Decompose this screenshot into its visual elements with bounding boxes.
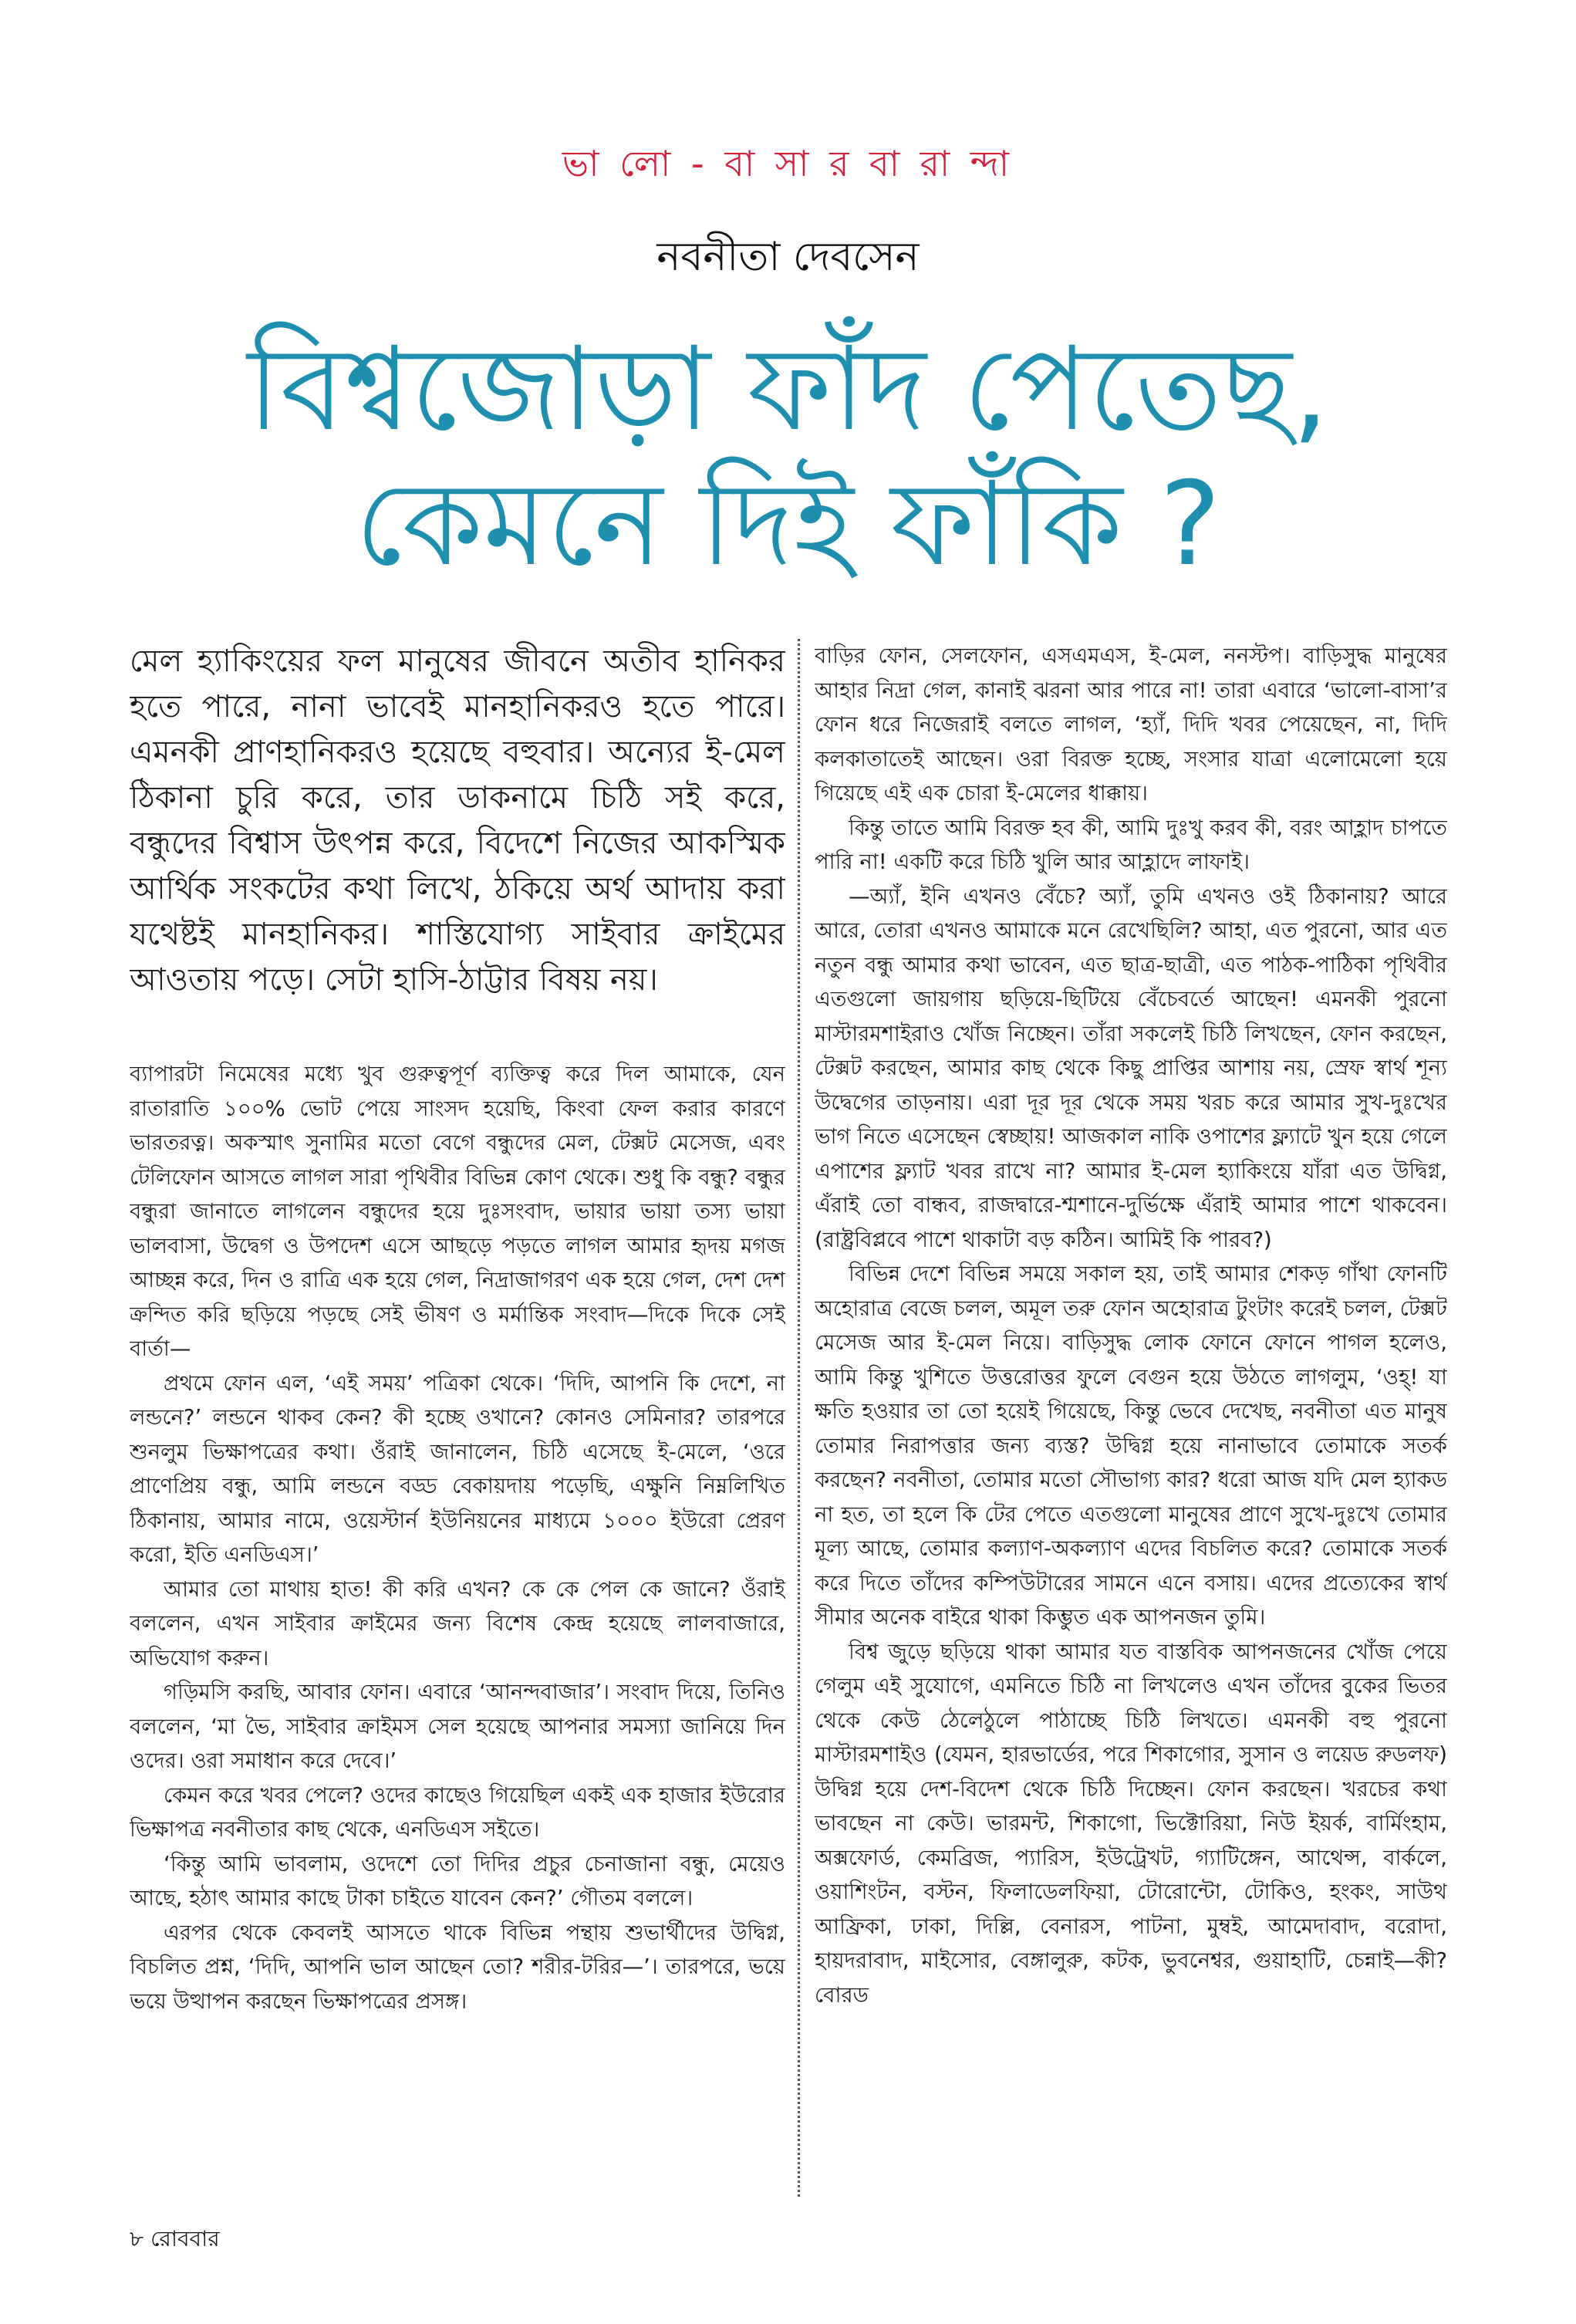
body-paragraph: ‘কিন্তু আমি ভাবলাম, ওদেশে তো দিদির প্রচুর চেনাজানা বন্ধু, মেয়েও আছে, হঠাৎ আমার কাছে টাকা চাইতে যাবেন কেন?’ গৌতম বললে। — [130, 1851, 785, 1910]
body-paragraph: গড়িমসি করছি, আবার ফোন। এবারে ‘আনন্দবাজার’। সংবাদ দিয়ে, তিনিও বললেন, ‘মা ভৈ, সাইবার ক্রাইমস সেল হয়েছে আপনার সমস্যা জানিয়ে দিন ওদের। ওরা সমাধান করে দেবে।’ — [130, 1680, 785, 1773]
body-paragraph: কিন্তু তাতে আমি বিরক্ত হব কী, আমি দুঃখু করব কী, বরং আহ্লাদ চাপতে পারি না! একটি করে চিঠি খুলি আর আহ্লাদে লাফাই। — [815, 815, 1447, 874]
body-paragraph: —অ্যাঁ, ইনি এখনও বেঁচে? অ্যাঁ, তুমি এখনও ওই ঠিকানায়? আরে আরে, তোরা এখনও আমাকে মনে রেখেছিলি? আহা, এত পুরনো, আর এত নতুন বন্ধু আমার কথা ভাবেন, এত ছাত্র-ছাত্রী, এত পাঠক-পাঠিকা পৃথিবীর এতগুলো জায়গায় ছড়িয়ে-ছিটিয়ে বেঁচেবর্তে আছেন! এমনকী পুরনো মাস্টারমশাইরাও খোঁজ নিচ্ছেন। তাঁরা সকলেই চিঠি লিখছেন, ফোন করছেন, টেক্সট করছেন, আমার কাছ থেকে কিছু প্রাপ্তির আশায় নয়, স্রেফ স্বার্থ শূন্য উদ্বেগের তাড়নায়। এরা দূর দূর থেকে সময় খরচ করে আমার সুখ-দুঃখের ভাগ নিতে এসেছেন স্বেচ্ছায়! আজকাল নাকি ওপাশের ফ্ল্যাটে খুন হয়ে গেলে এপাশের ফ্ল্যাট খবর রাখে না? আমার ই-মেল হ্যাকিংয়ে যাঁরা এত উদ্বিগ্ন, এঁরাই তো বান্ধব, রাজদ্বারে-শ্মশানে-দুর্ভিক্ষে এঁরাই আমার পাশে থাকবেন। (রাষ্ট্রবিপ্লবে পাশে থাকাটা বড় কঠিন। আমিই কি পারব?) — [815, 883, 1447, 1252]
headline-line-1: বিশ্বজোড়া ফাঁদ পেতেছ, — [247, 323, 1329, 457]
column-divider — [798, 639, 800, 2197]
body-paragraph: কেমন করে খবর পেলে? ওদের কাছেও গিয়েছিল একই এক হাজার ইউরোর ভিক্ষাপত্র নবনীতার কাছ থেকে, এনডিএস সইতে। — [130, 1782, 785, 1842]
author-name: নবনীতা দেবসেন — [656, 234, 920, 280]
body-paragraph: প্রথমে ফোন এল, ‘এই সময়’ পত্রিকা থেকে। ‘দিদি, আপনি কি দেশে, না লন্ডনে?’ লন্ডনে থাকব কেন? কী হচ্ছে ওখানে? কোনও সেমিনার? তারপরে শুনলুম ভিক্ষাপত্রের কথা। ওঁরাই জানালেন, চিঠি এসেছে ই-মেলে, ‘ওরে প্রাণেপ্রিয় বন্ধু, আমি লন্ডনে বড্ড বেকায়দায় পড়েছি, এক্ষুনি নিম্নলিখিত ঠিকানায়, আমার নামে, ওয়েস্টার্ন ইউনিয়নের মাধ্যমে ১০০০ ইউরো প্রেরণ করো, ইতি এনডিএস।’ — [130, 1370, 785, 1567]
body-paragraph: আমার তো মাথায় হাত! কী করি এখন? কে কে পেল কে জানে? ওঁরাই বললেন, এখন সাইবার ক্রাইমের জন্য বিশেষ কেন্দ্র হয়েছে লালবাজারে, অভিযোগ করুন। — [130, 1576, 785, 1670]
body-paragraph: বিশ্ব জুড়ে ছড়িয়ে থাকা আমার যত বাস্তবিক আপনজনের খোঁজ পেয়ে গেলুম এই সুযোগে, এমনিতে চিঠি না লিখলেও এখন তাঁদের বুকের ভিতর থেকে কেউ ঠেলেঠুলে পাঠাচ্ছে চিঠি লিখতে। এমনকী বহু পুরনো মাস্টারমশাইও (যেমন, হারভার্ডের, পরে শিকাগোর, সুসান ও লয়েড রুডলফ) উদ্বিগ্ন হয়ে দেশ-বিদেশ থেকে চিঠি দিচ্ছেন। ফোন করছেন। খরচের কথা ভাবছেন না কেউ। ভারমন্ট, শিকাগো, ভিক্টোরিয়া, নিউ ইয়র্ক, বার্মিংহাম, অক্সফোর্ড, কেমব্রিজ, প্যারিস, ইউট্রেখট, গ্যাটিঙ্গেন, আথেন্স, বার্কলে, ওয়াশিংটন, বস্টন, ফিলাডেলফিয়া, টোরোন্টো, টোকিও, হংকং, সাউথ আফ্রিকা, ঢাকা, দিল্লি, বেনারস, পাটনা, মুম্বই, আমেদাবাদ, বরোদা, হায়দরাবাদ, মাইসোর, বেঙ্গালুরু, কটক, ভুবনেশ্বর, গুয়াহাটি, চেন্নাই—কী? বোরড — [815, 1639, 1447, 2008]
body-paragraph: বাড়ির ফোন, সেলফোন, এসএমএস, ই-মেল, ননস্টপ। বাড়িসুদ্ধ মানুষের আহার নিদ্রা গেল, কানাই ঝরনা আর পারে না! তারা এবারে ‘ভালো-বাসা’র ফোন ধরে নিজেরাই বলতে লাগল, ‘হ্যাঁ, দিদি খবর পেয়েছেন, না, দিদি কলকাতাতেই আছেন। ওরা বিরক্ত হচ্ছে, সংসার যাত্রা এলোমেলো হয়ে গিয়েছে এই এক চোরা ই-মেলের ধাক্কায়। — [815, 643, 1447, 806]
body-paragraph: এরপর থেকে কেবলই আসতে থাকে বিভিন্ন পন্থায় শুভার্থীদের উদ্বিগ্ন, বিচলিত প্রশ্ন, ‘দিদি, আপনি ভাল আছেন তো? শরীর-টরির—’। তারপরে, ভয়ে ভয়ে উত্থাপন করছেন ভিক্ষাপত্রের প্রসঙ্গ। — [130, 1920, 785, 2014]
right-column — [815, 639, 1447, 2197]
left-body — [130, 1057, 785, 2018]
lede-paragraph: মেল হ্যাকিংয়ের ফল মানুষের জীবনে অতীব হানিকর হতে পারে, নানা ভাবেই মানহানিকরও হতে পারে। এমনকী প্রাণহানিকরও হয়েছে বহুবার। অন্যের ই-মেল ঠিকানা চুরি করে, তার ডাকনামে চিঠি সই করে, বন্ধুদের বিশ্বাস উৎপন্ন করে, বিদেশে নিজের আকস্মিক আর্থিক সংকটের কথা লিখে, ঠকিয়ে অর্থ আদায় করা যথেষ্টই মানহানিকর। শাস্তিযোগ্য সাইবার ক্রাইমের আওতায় পড়ে। সেটা হাসি-ঠাট্টার বিষয় নয়। — [130, 643, 785, 998]
body-paragraph: ব্যাপারটা নিমেষের মধ্যে খুব গুরুত্বপূর্ণ ব্যক্তিত্ব করে দিল আমাকে, যেন রাতারাতি ১০০% ভোট পেয়ে সাংসদ হয়েছি, কিংবা ফেল করার কারণে ভারতরত্ন। অকস্মাৎ সুনামির মতো বেগে বন্ধুদের মেল, টেক্সট মেসেজ, এবং টেলিফোন আসতে লাগল সারা পৃথিবীর বিভিন্ন কোণ থেকে। শুধু কি বন্ধু? বন্ধুর বন্ধুরা জানাতে লাগলেন বন্ধুদের হয়ে দুঃসংবাদ, ভায়ার ভায়া তস্য ভায়া ভালবাসা, উদ্বেগ ও উপদেশ এসে আছড়ে পড়তে লাগল আমার হৃদয় মগজ আচ্ছন্ন করে, দিন ও রাত্রি এক হয়ে গেল, নিদ্রাজাগরণ এক হয়ে গেল, দেশ দেশ ক্রন্দিত করি ছড়িয়ে পড়ছে সেই ভীষণ ও মর্মান্তিক সংবাদ—দিকে দিকে সেই বার্তা— — [130, 1062, 785, 1361]
headline-line-2: কেমনে দিই ফাঁকি ? — [355, 458, 1221, 592]
left-column — [130, 639, 785, 2197]
body-paragraph: বিভিন্ন দেশে বিভিন্ন সময়ে সকাল হয়, তাই আমার শেকড় গাঁথা ফোনটি অহোরাত্র বেজে চলল, অমূল তরু ফোন অহোরাত্র টুংটাং করেই চলল, টেক্সট মেসেজ আর ই-মেল নিয়ে। বাড়িসুদ্ধ লোক ফোনে ফোনে পাগল হলেও, আমি কিন্তু খুশিতে উত্তরোত্তর ফুলে বেগুন হয়ে উঠতে লাগলুম, ‘ওহ্! যা ক্ষতি হওয়ার তা তো হয়েই গিয়েছে, কিন্তু ভেবে দেখেছ, নবনীতা এত মানুষ তোমার নিরাপত্তার জন্য ব্যস্ত? উদ্বিগ্ন হয়ে নানাভাবে তোমাকে সতর্ক করছেন? নবনীতা, তোমার মতো সৌভাগ্য কার? ধরো আজ যদি মেল হ্যাকড না হত, তা হলে কি টের পেতে এতগুলো মানুষের প্রাণে সুখে-দুঃখে তোমার মূল্য আছে, তোমার কল্যাণ-অকল্যাণ এদের বিচলিত করে? তোমাকে সতর্ক করে দিতে তাঁদের কম্পিউটারের সামনে এনে বসায়। এদের প্রত্যেকের স্বার্থ সীমার অনেক বাইরে থাকা কিম্ভুত এক আপনজন তুমি। — [815, 1262, 1447, 1630]
column-label: ভা লো - বা সা র বা রা ন্দা — [562, 143, 1014, 184]
page-footer: ৮ রোববার — [130, 2226, 220, 2251]
